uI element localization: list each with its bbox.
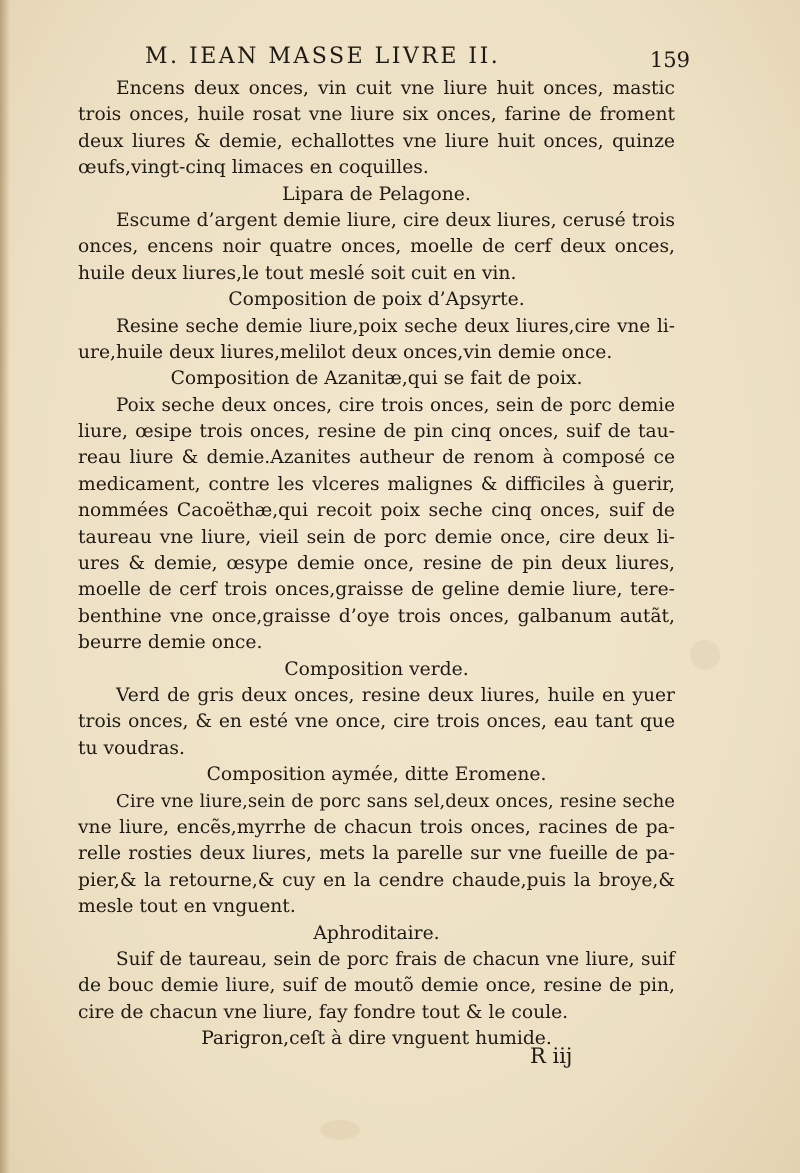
page-header bbox=[145, 44, 690, 80]
body-text bbox=[78, 76, 675, 1052]
text-line: Resine seche demie liure,poix seche deux liures,cire vne li- bbox=[116, 315, 675, 337]
text-line: taureau vne liure, vieil sein de porc demie once, cire deux li- bbox=[78, 526, 675, 548]
text-line: trois onces, & en esté vne once, cire trois onces, eau tant que bbox=[78, 711, 675, 733]
text-line: onces, encens noir quatre onces, moelle de cerf deux onces, bbox=[78, 236, 675, 258]
text-line: cire de chacun vne liure, fay fondre tout & le coule. bbox=[78, 1001, 569, 1023]
section-heading: Composition verde. bbox=[284, 658, 469, 680]
text-line: beurre demie once. bbox=[78, 632, 263, 654]
text-line: de bouc demie liure, suif de moutõ demie once, resine de pin, bbox=[78, 975, 675, 997]
text-line: Escume d’argent demie liure, cire deux liures, cerusé trois bbox=[116, 209, 675, 231]
text-line: tu voudras. bbox=[78, 737, 185, 759]
text-line: Poix seche deux onces, cire trois onces, sein de porc demie bbox=[116, 394, 675, 416]
text-line: Verd de gris deux onces, resine deux liures, huile en yuer bbox=[116, 684, 675, 706]
text-line: liure, œsipe trois onces, resine de pin cinq onces, suif de tau- bbox=[78, 421, 675, 443]
text-line: huile deux liures,le tout meslé soit cuit en vin. bbox=[78, 262, 517, 284]
text-line: œufs,vingt-cinq limaces en coquilles. bbox=[78, 157, 429, 179]
section-heading: Parigron,ceſt à dire vnguent humide. bbox=[201, 1028, 552, 1050]
section-heading: Lipara de Pelagone. bbox=[282, 183, 471, 205]
text-line: mesle tout en vnguent. bbox=[78, 896, 296, 918]
text-line: Cire vne liure,sein de porc sans sel,deux onces, resine seche bbox=[116, 790, 675, 812]
signature-mark: R iij bbox=[530, 1044, 573, 1068]
text-line: nommées Cacoëthæ,qui recoit poix seche cinq onces, suif de bbox=[78, 500, 675, 522]
text-line: benthine vne once,graisse d’oye trois onces, galbanum autãt, bbox=[78, 605, 675, 627]
section-heading: Composition de Azanitæ,qui se fait de poix. bbox=[170, 368, 583, 390]
running-title: M. IEAN MASSE LIVRE II. bbox=[145, 44, 501, 69]
page-edge-shadow bbox=[0, 0, 10, 1173]
text-line: ure,huile deux liures,melilot deux onces,vin demie once. bbox=[78, 341, 613, 363]
text-line: moelle de cerf trois onces,graisse de geline demie liure, tere- bbox=[78, 579, 675, 601]
section-heading: Composition de poix d’Apsyrte. bbox=[228, 289, 525, 311]
text-line: medicament, contre les vlceres malignes & difficiles à guerir, bbox=[78, 473, 675, 495]
page-number: 159 bbox=[649, 48, 690, 72]
text-line: vne liure, encẽs,myrrhe de chacun trois onces, racines de pa- bbox=[78, 816, 675, 838]
paper-stain bbox=[320, 1120, 360, 1140]
text-line: deux liures & demie, echallottes vne liure huit onces, quinze bbox=[78, 130, 675, 152]
text-line: pier,& la retourne,& cuy en la cendre chaude,puis la broye,& bbox=[78, 869, 675, 891]
text-line: relle rosties deux liures, mets la parelle sur vne fueille de pa- bbox=[78, 843, 675, 865]
section-heading: Composition aymée, ditte Eromene. bbox=[206, 764, 547, 786]
text-line: Encens deux onces, vin cuit vne liure huit onces, mastic bbox=[116, 78, 675, 99]
paper-stain bbox=[690, 640, 720, 670]
text-line: ures & demie, œsype demie once, resine de pin deux liures, bbox=[78, 553, 675, 575]
text-line: trois onces, huile rosat vne liure six onces, farine de froment bbox=[78, 104, 675, 126]
text-line: Suif de taureau, sein de porc frais de chacun vne liure, suif bbox=[116, 948, 675, 970]
section-heading: Aphroditaire. bbox=[313, 922, 440, 944]
text-line: reau liure & demie.Azanites autheur de renom à composé ce bbox=[78, 447, 675, 469]
